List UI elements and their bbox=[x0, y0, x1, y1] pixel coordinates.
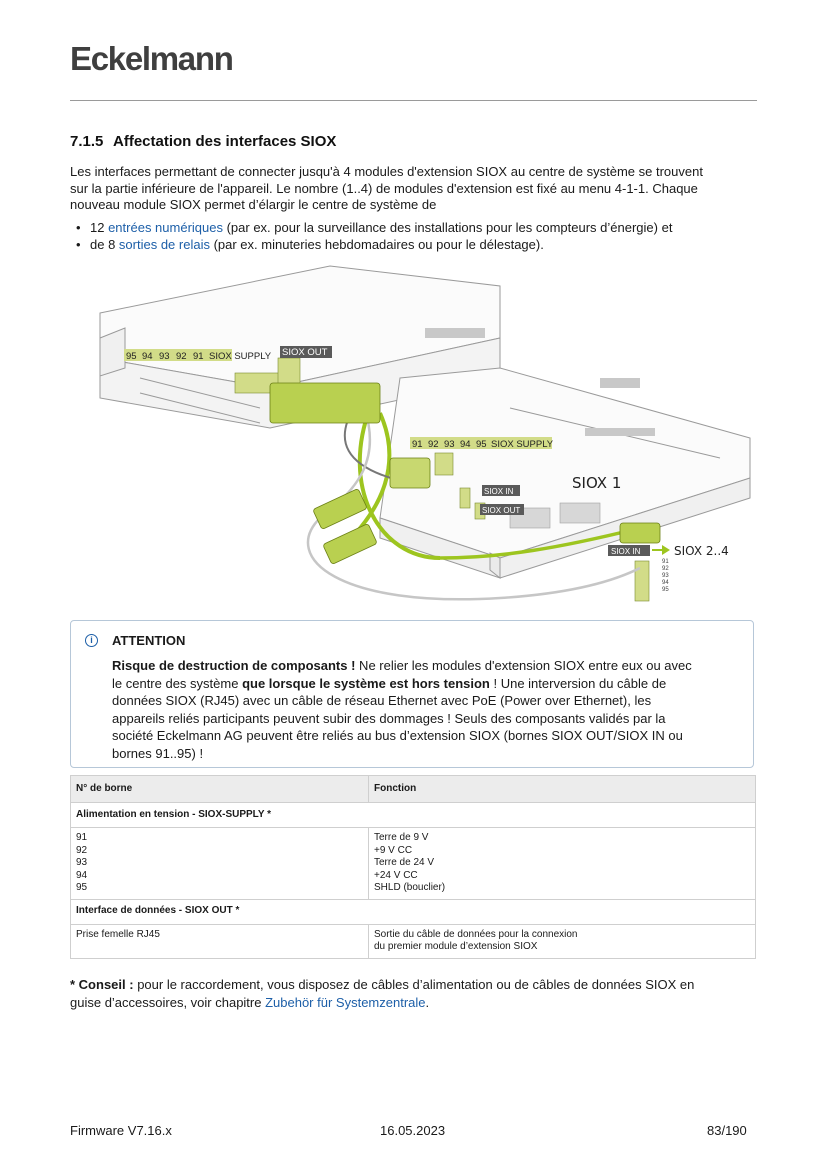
terminal-label: 93 bbox=[444, 439, 455, 450]
terminal-label: 91 bbox=[193, 351, 204, 362]
link-relay-outputs[interactable]: sorties de relais bbox=[118, 236, 210, 252]
bullet-dot: • bbox=[76, 236, 81, 252]
small-terminal-label: 92 bbox=[662, 566, 669, 572]
attention-title: ATTENTION bbox=[112, 633, 186, 648]
header-divider bbox=[70, 100, 757, 101]
section-supply: Alimentation en tension - SIOX-SUPPLY * bbox=[71, 803, 756, 828]
table-section-row bbox=[71, 899, 756, 924]
terminal-table bbox=[70, 775, 756, 959]
siox-2-4-label: SIOX 2..4 bbox=[674, 544, 729, 558]
siox-out-label-main: SIOX OUT bbox=[282, 347, 328, 358]
table-header-row bbox=[71, 776, 756, 803]
intro-paragraph bbox=[70, 164, 760, 214]
siox-supply-label-module: SIOX SUPPLY bbox=[491, 439, 554, 450]
footer-date: 16.05.2023 bbox=[380, 1123, 446, 1138]
section-heading bbox=[70, 133, 336, 150]
terminal-numbers-cell: 91 92 93 94 95 bbox=[71, 828, 369, 900]
accessory-note: * Conseil : pour le raccordement, vous disposez de câbles d’alimentation ou de câbles de données SIOX en guise d’accessoires, voir chapitre Zubehör für Systemzentrale. bbox=[70, 977, 695, 1010]
table-row bbox=[71, 924, 756, 958]
link-accessories[interactable]: Zubehör für Systemzentrale bbox=[265, 995, 426, 1010]
section-data-interface: Interface de données - SIOX OUT * bbox=[71, 899, 756, 924]
small-terminal-label: 91 bbox=[662, 559, 669, 565]
siox-in-label-2: SIOX IN bbox=[611, 547, 641, 556]
small-terminal-label: 94 bbox=[662, 580, 669, 586]
table-row bbox=[71, 828, 756, 900]
siox-out-port-main bbox=[278, 358, 300, 386]
siox-out-label: SIOX OUT bbox=[482, 506, 521, 515]
bullet-text: de 8 sorties de relais (par ex. minuteries hebdomadaires ou pour le délestage). bbox=[90, 236, 544, 252]
small-terminal-label: 95 bbox=[662, 587, 669, 593]
bullet-text: 12 entrées numériques (par ex. pour la surveillance des installations pour les compteurs d’énergie) et bbox=[90, 220, 673, 235]
intro-line: nouveau module SIOX permet d’élargir le centre de système de bbox=[70, 197, 437, 212]
column-header-fonction: Fonction bbox=[369, 776, 756, 803]
info-icon: i bbox=[85, 634, 98, 647]
terminal-label: 92 bbox=[428, 439, 439, 450]
small-terminal-label: 93 bbox=[662, 573, 669, 579]
attention-text: Risque de destruction de composants ! Ne relier les modules d'extension SIOX entre eux ou avec le centre des système que lorsque le système est hors tension ! Une interversion du câble de données SIOX (RJ45) avec un câble de réseau Ethernet avec PoE (Power over Ethernet), les appareils reliés participants peuvent subir des dommages ! Seuls des composants validés par la société Eckelmann AG peuvent être reliés au bus d’extension SIOX (bornes SIOX OUT/SIOX IN ou bornes 91..95) ! bbox=[112, 658, 692, 761]
terminal-label: 95 bbox=[126, 351, 137, 362]
intro-line: sur la partie inférieure de l'appareil. Le nombre (1..4) de modules d'extension est fixé au menu 4-1-1. Chaque bbox=[70, 180, 698, 196]
bullet-list bbox=[70, 220, 760, 253]
siox-supply-label-main: SIOX SUPPLY bbox=[209, 351, 272, 362]
column-header-borne: N° de borne bbox=[71, 776, 369, 803]
terminal-label: 94 bbox=[142, 351, 153, 362]
bullet-item bbox=[70, 237, 760, 254]
footer-page: 83/190 bbox=[707, 1123, 747, 1138]
terminal-label: 92 bbox=[176, 351, 187, 362]
bullet-item bbox=[70, 220, 760, 237]
bullet-dot: • bbox=[76, 220, 81, 235]
section-number: 7.1.5 bbox=[70, 133, 104, 150]
section-title: Affectation des interfaces SIOX bbox=[113, 133, 337, 150]
terminal-label: 95 bbox=[476, 439, 487, 450]
terminal-label: 91 bbox=[412, 439, 423, 450]
terminal-functions-cell: Terre de 9 V +9 V CC Terre de 24 V +24 V CC SHLD (bouclier) bbox=[369, 828, 756, 900]
footer-firmware: Firmware V7.16.x bbox=[70, 1123, 172, 1138]
link-digital-inputs[interactable]: entrées numériques bbox=[108, 220, 223, 235]
attention-box bbox=[70, 620, 754, 768]
terminal-label: 94 bbox=[460, 439, 471, 450]
rj45-cell: Prise femelle RJ45 bbox=[71, 924, 369, 958]
table-section-row bbox=[71, 803, 756, 828]
siox-in-label: SIOX IN bbox=[484, 487, 514, 496]
terminal-label: 93 bbox=[159, 351, 170, 362]
rj45-function-cell: Sortie du câble de données pour la connexion du premier module d’extension SIOX bbox=[369, 924, 756, 958]
siox1-label: SIOX 1 bbox=[572, 474, 622, 492]
supply-plug bbox=[270, 383, 380, 423]
eckelmann-logo: Eckelmann bbox=[70, 40, 233, 77]
wiring-diagram bbox=[80, 258, 760, 610]
intro-line: Les interfaces permettant de connecter jusqu'à 4 modules d'extension SIOX au centre de système se trouvent bbox=[70, 164, 703, 179]
